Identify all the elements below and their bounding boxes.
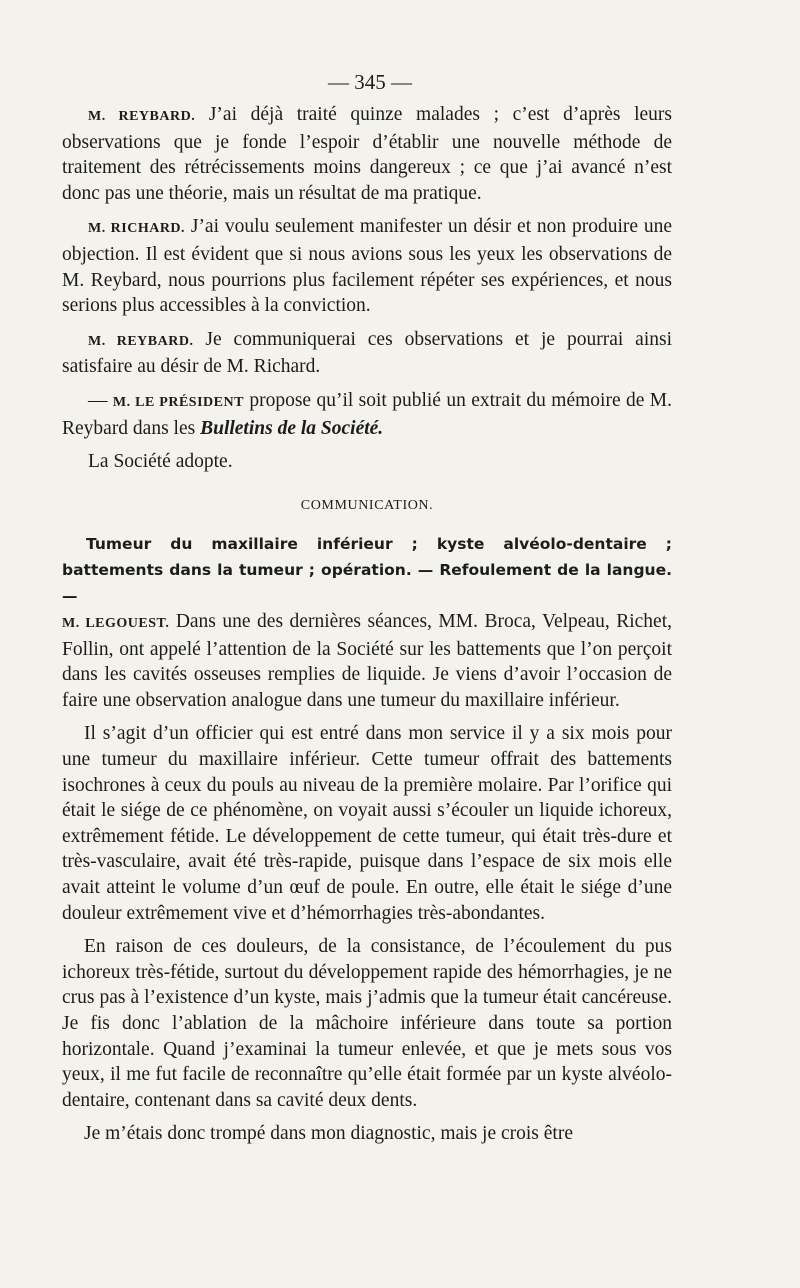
paragraph-text: La Société adopte.	[88, 451, 233, 473]
speaker-name: M. REYBARD.	[88, 109, 196, 124]
paragraph-text: propose qu’il soit publié un extrait du mémoire de M. Reybard dans les	[62, 389, 672, 439]
paragraph-case: Il s’agit d’un officier qui est entré dans mon service il y a six mois pour une tumeur du maxillaire inférieur. Cette tumeur offrait des battements isochrones à ceux du pouls au niveau de la première molaire. Par l’orifice qui était le siége de ce phénomène, on voyait aussi s’écouler un liquide ichoreux, extrêmement fétide. Le développement de cette tumeur, qui était très-dure et très-vasculaire, avait été très-rapide, puisque dans l’espace de six mois elle avait atteint le volume d’un œuf de poule. En outre, elle était le siége d’une douleur extrêmement vive et d’hémorrhagies très-abondantes.	[62, 723, 672, 924]
paragraph-text: J’ai voulu seulement manifester un désir et non produire une objection. Il est évident que si nous avions sous les yeux les observations de M. Reybard, nous pourrions plus facilement répéter ses expériences, et nous serions plus accessibles à la conviction.	[62, 216, 672, 317]
speaker-name: M. RICHARD.	[88, 221, 186, 237]
page-body	[62, 102, 672, 1155]
paragraph-conclusion: Je m’étais donc trompé dans mon diagnostic, mais je crois être	[84, 1123, 573, 1145]
speaker-name: M. LEGOUEST.	[62, 616, 170, 632]
paragraph-reybard-1	[62, 102, 672, 206]
communication-subject: Tumeur du maxillaire inférieur ; kyste alvéolo-dentaire ; battements dans la tumeur ; opération. — Refoulement de la langue. —	[62, 535, 672, 605]
paragraph-legouest	[62, 609, 672, 713]
paragraph-reybard-2	[62, 327, 672, 380]
paragraph-diagnosis: En raison de ces douleurs, de la consistance, de l’écoulement du pus ichoreux très-fétide, surtout du développement rapide des hémorrhagies, je ne crus pas à l’existence d’un kyste, mais j’admis que la tumeur était cancéreuse. Je fis donc l’ablation de la mâchoire inférieure dans toute sa portion horizontale. Quand j’examinai la tumeur enlevée, et que je mets sous vos yeux, il me fut facile de reconnaître qu’elle était formée par un kyste alvéolo-dentaire, contenant dans sa cavité deux dents.	[62, 936, 672, 1111]
section-heading: COMMUNICATION.	[300, 497, 434, 513]
paragraph-president	[62, 388, 672, 441]
dash-prefix: —	[88, 389, 113, 411]
paragraph-adoption	[62, 449, 672, 475]
speaker-name: M. REYBARD.	[88, 333, 194, 349]
paragraph-text: Dans une des dernières séances, MM. Broca, Velpeau, Richet, Follin, ont appelé l’attention de la Société sur les battements que l’on perçoit dans les cavités osseuses remplies de liquide. Je viens d’avoir l’occasion de faire une observation analogue dans une tumeur du maxillaire inférieur.	[62, 611, 672, 711]
paragraph-text: Je communiquerai ces observations et je pourrai ainsi satisfaire au désir de M. Richard.	[62, 328, 672, 378]
paragraph-text: J’ai déjà traité quinze malades ; c’est d’après leurs observations que je fonde l’espoir d’établir une nouvelle méthode de traitement des rétrécissements moins dangereux ; ce que j’ai avancé n’est donc pas une théorie, mais un résultat de ma pratique.	[62, 104, 672, 204]
page-number: — 345 —	[328, 70, 412, 94]
paragraph-richard	[62, 214, 672, 318]
bulletins-title: Bulletins de la Société.	[200, 417, 384, 439]
speaker-name: M. LE PRÉSIDENT	[112, 394, 244, 410]
